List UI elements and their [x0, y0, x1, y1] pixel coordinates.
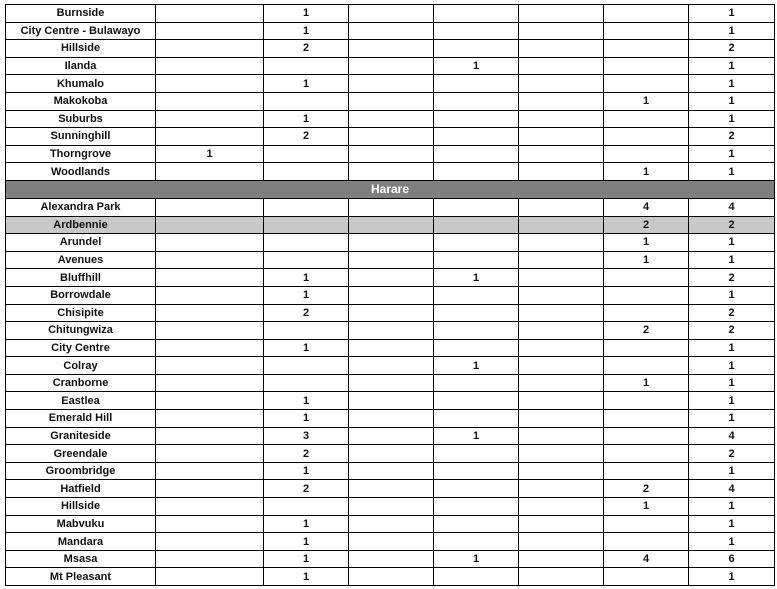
count-cell-c3: [349, 427, 434, 445]
count-cell-c5: [519, 5, 604, 23]
count-cell-c1: [156, 445, 264, 463]
suburb-name-cell: Alexandra Park: [6, 198, 156, 216]
suburb-name-cell: Mandara: [6, 533, 156, 551]
suburb-name-cell: Arundel: [6, 234, 156, 252]
total-cell: 4: [689, 480, 775, 498]
table-row: [6, 234, 775, 252]
count-cell-c2: 1: [264, 533, 349, 551]
count-cell-c2: 2: [264, 40, 349, 58]
count-cell-c1: [156, 410, 264, 428]
table-row: [6, 40, 775, 58]
count-cell-c1: [156, 322, 264, 340]
count-cell-c3: [349, 410, 434, 428]
count-cell-c5: [519, 568, 604, 586]
count-cell-c3: [349, 462, 434, 480]
count-cell-c3: [349, 269, 434, 287]
count-cell-c5: [519, 128, 604, 146]
count-cell-c6: [604, 410, 689, 428]
count-cell-c5: [519, 251, 604, 269]
count-cell-c4: [434, 410, 519, 428]
count-cell-c1: [156, 92, 264, 110]
count-cell-c2: [264, 216, 349, 234]
suburb-name-cell: City Centre - Bulawayo: [6, 22, 156, 40]
count-cell-c2: 2: [264, 304, 349, 322]
suburb-name-cell: Groombridge: [6, 462, 156, 480]
suburb-name-cell: Emerald Hill: [6, 410, 156, 428]
suburb-name-cell: Greendale: [6, 445, 156, 463]
count-cell-c5: [519, 110, 604, 128]
count-cell-c6: 4: [604, 198, 689, 216]
total-cell: 1: [689, 392, 775, 410]
count-cell-c5: [519, 269, 604, 287]
count-cell-c1: [156, 75, 264, 93]
count-cell-c5: [519, 22, 604, 40]
count-cell-c5: [519, 392, 604, 410]
count-cell-c5: [519, 92, 604, 110]
count-cell-c5: [519, 57, 604, 75]
count-cell-c4: [434, 462, 519, 480]
table-row: [6, 75, 775, 93]
count-cell-c4: [434, 515, 519, 533]
count-cell-c2: 2: [264, 128, 349, 146]
count-cell-c2: 1: [264, 286, 349, 304]
total-cell: 1: [689, 163, 775, 181]
table-row: [6, 410, 775, 428]
count-cell-c1: [156, 128, 264, 146]
count-cell-c4: [434, 145, 519, 163]
count-cell-c2: [264, 357, 349, 375]
count-cell-c4: [434, 163, 519, 181]
count-cell-c3: [349, 322, 434, 340]
suburb-table: [5, 4, 775, 586]
total-cell: 1: [689, 234, 775, 252]
count-cell-c1: [156, 339, 264, 357]
table-row: [6, 568, 775, 586]
count-cell-c3: [349, 304, 434, 322]
suburb-name-cell: Avenues: [6, 251, 156, 269]
count-cell-c5: [519, 163, 604, 181]
count-cell-c5: [519, 445, 604, 463]
count-cell-c3: [349, 392, 434, 410]
count-cell-c6: [604, 286, 689, 304]
count-cell-c5: [519, 216, 604, 234]
section-header-row: [6, 180, 775, 198]
count-cell-c3: [349, 374, 434, 392]
table-row: [6, 251, 775, 269]
total-cell: 1: [689, 357, 775, 375]
total-cell: 1: [689, 515, 775, 533]
table-row: [6, 216, 775, 234]
count-cell-c4: [434, 5, 519, 23]
count-cell-c3: [349, 234, 434, 252]
count-cell-c1: [156, 427, 264, 445]
total-cell: 2: [689, 445, 775, 463]
count-cell-c4: [434, 568, 519, 586]
suburb-name-cell: Chitungwiza: [6, 322, 156, 340]
table-row: [6, 304, 775, 322]
count-cell-c3: [349, 498, 434, 516]
count-cell-c1: [156, 533, 264, 551]
count-cell-c5: [519, 339, 604, 357]
count-cell-c4: [434, 75, 519, 93]
table-row: [6, 498, 775, 516]
count-cell-c1: 1: [156, 145, 264, 163]
table-row: [6, 392, 775, 410]
suburb-name-cell: Woodlands: [6, 163, 156, 181]
total-cell: 1: [689, 286, 775, 304]
count-cell-c1: [156, 40, 264, 58]
count-cell-c2: 1: [264, 568, 349, 586]
count-cell-c2: [264, 92, 349, 110]
count-cell-c1: [156, 234, 264, 252]
count-cell-c6: [604, 533, 689, 551]
count-cell-c5: [519, 145, 604, 163]
total-cell: 1: [689, 57, 775, 75]
count-cell-c4: 1: [434, 427, 519, 445]
count-cell-c4: [434, 445, 519, 463]
suburb-name-cell: Makokoba: [6, 92, 156, 110]
count-cell-c6: 1: [604, 251, 689, 269]
table-row: [6, 110, 775, 128]
count-cell-c3: [349, 251, 434, 269]
total-cell: 1: [689, 498, 775, 516]
count-cell-c1: [156, 550, 264, 568]
count-cell-c3: [349, 480, 434, 498]
total-cell: 1: [689, 339, 775, 357]
count-cell-c2: [264, 251, 349, 269]
count-cell-c5: [519, 480, 604, 498]
count-cell-c4: [434, 533, 519, 551]
table-row: [6, 462, 775, 480]
count-cell-c5: [519, 498, 604, 516]
count-cell-c2: 1: [264, 110, 349, 128]
count-cell-c3: [349, 92, 434, 110]
count-cell-c6: [604, 445, 689, 463]
suburb-name-cell: Ardbennie: [6, 216, 156, 234]
total-cell: 4: [689, 198, 775, 216]
count-cell-c1: [156, 462, 264, 480]
count-cell-c2: [264, 234, 349, 252]
count-cell-c5: [519, 322, 604, 340]
count-cell-c3: [349, 216, 434, 234]
count-cell-c3: [349, 40, 434, 58]
count-cell-c6: [604, 462, 689, 480]
suburb-name-cell: Mt Pleasant: [6, 568, 156, 586]
count-cell-c6: 2: [604, 480, 689, 498]
total-cell: 2: [689, 128, 775, 146]
suburb-name-cell: Eastlea: [6, 392, 156, 410]
total-cell: 1: [689, 110, 775, 128]
table-row: [6, 322, 775, 340]
count-cell-c4: [434, 234, 519, 252]
count-cell-c2: 1: [264, 410, 349, 428]
total-cell: 1: [689, 410, 775, 428]
total-cell: 4: [689, 427, 775, 445]
count-cell-c3: [349, 445, 434, 463]
table-row: [6, 515, 775, 533]
section-title: Harare: [6, 180, 775, 198]
count-cell-c3: [349, 75, 434, 93]
count-cell-c4: [434, 92, 519, 110]
table-row: [6, 198, 775, 216]
total-cell: 1: [689, 374, 775, 392]
count-cell-c3: [349, 5, 434, 23]
count-cell-c4: [434, 198, 519, 216]
count-cell-c5: [519, 462, 604, 480]
total-cell: 1: [689, 568, 775, 586]
table-row: [6, 269, 775, 287]
count-cell-c3: [349, 515, 434, 533]
suburb-name-cell: Mabvuku: [6, 515, 156, 533]
suburb-name-cell: Cranborne: [6, 374, 156, 392]
table-row: [6, 339, 775, 357]
count-cell-c6: [604, 128, 689, 146]
count-cell-c3: [349, 568, 434, 586]
total-cell: 1: [689, 22, 775, 40]
suburb-name-cell: Suburbs: [6, 110, 156, 128]
total-cell: 2: [689, 216, 775, 234]
total-cell: 1: [689, 533, 775, 551]
suburb-name-cell: Burnside: [6, 5, 156, 23]
count-cell-c3: [349, 128, 434, 146]
count-cell-c4: 1: [434, 57, 519, 75]
count-cell-c6: [604, 145, 689, 163]
count-cell-c1: [156, 198, 264, 216]
table-row: [6, 22, 775, 40]
count-cell-c5: [519, 533, 604, 551]
total-cell: 1: [689, 75, 775, 93]
suburb-name-cell: Khumalo: [6, 75, 156, 93]
count-cell-c1: [156, 269, 264, 287]
total-cell: 6: [689, 550, 775, 568]
count-cell-c5: [519, 198, 604, 216]
table-row: [6, 145, 775, 163]
count-cell-c4: [434, 339, 519, 357]
count-cell-c5: [519, 40, 604, 58]
count-cell-c6: 1: [604, 234, 689, 252]
count-cell-c5: [519, 410, 604, 428]
count-cell-c6: 1: [604, 374, 689, 392]
count-cell-c1: [156, 163, 264, 181]
suburb-name-cell: Graniteside: [6, 427, 156, 445]
suburb-name-cell: Bluffhill: [6, 269, 156, 287]
count-cell-c2: [264, 322, 349, 340]
count-cell-c6: 2: [604, 322, 689, 340]
count-cell-c6: [604, 75, 689, 93]
count-cell-c6: [604, 269, 689, 287]
count-cell-c3: [349, 22, 434, 40]
count-cell-c2: 2: [264, 445, 349, 463]
count-cell-c5: [519, 374, 604, 392]
table-row: [6, 357, 775, 375]
count-cell-c5: [519, 304, 604, 322]
count-cell-c6: [604, 515, 689, 533]
count-cell-c1: [156, 515, 264, 533]
count-cell-c2: 1: [264, 515, 349, 533]
count-cell-c4: [434, 110, 519, 128]
count-cell-c3: [349, 198, 434, 216]
count-cell-c6: 1: [604, 92, 689, 110]
count-cell-c5: [519, 75, 604, 93]
count-cell-c5: [519, 427, 604, 445]
table-row: [6, 374, 775, 392]
total-cell: 1: [689, 145, 775, 163]
count-cell-c4: [434, 392, 519, 410]
table-row: [6, 163, 775, 181]
count-cell-c6: 4: [604, 550, 689, 568]
count-cell-c3: [349, 57, 434, 75]
suburb-name-cell: Thorngrove: [6, 145, 156, 163]
count-cell-c2: 3: [264, 427, 349, 445]
suburb-name-cell: Colray: [6, 357, 156, 375]
count-cell-c4: [434, 216, 519, 234]
count-cell-c3: [349, 533, 434, 551]
count-cell-c6: [604, 110, 689, 128]
count-cell-c4: [434, 251, 519, 269]
total-cell: 2: [689, 322, 775, 340]
count-cell-c2: [264, 163, 349, 181]
count-cell-c2: 1: [264, 75, 349, 93]
suburb-name-cell: Chisipite: [6, 304, 156, 322]
suburb-name-cell: City Centre: [6, 339, 156, 357]
count-cell-c2: [264, 374, 349, 392]
count-cell-c3: [349, 339, 434, 357]
count-cell-c6: 1: [604, 163, 689, 181]
total-cell: 2: [689, 304, 775, 322]
count-cell-c2: 1: [264, 5, 349, 23]
count-cell-c2: 1: [264, 462, 349, 480]
count-cell-c2: [264, 57, 349, 75]
count-cell-c4: 1: [434, 269, 519, 287]
table-row: [6, 286, 775, 304]
count-cell-c5: [519, 550, 604, 568]
table-body: [6, 5, 775, 586]
count-cell-c5: [519, 234, 604, 252]
count-cell-c5: [519, 286, 604, 304]
suburb-name-cell: Sunninghill: [6, 128, 156, 146]
table-row: [6, 550, 775, 568]
count-cell-c2: 1: [264, 550, 349, 568]
total-cell: 1: [689, 92, 775, 110]
count-cell-c2: 2: [264, 480, 349, 498]
count-cell-c4: 1: [434, 550, 519, 568]
count-cell-c1: [156, 22, 264, 40]
total-cell: 1: [689, 251, 775, 269]
count-cell-c2: 1: [264, 339, 349, 357]
count-cell-c1: [156, 57, 264, 75]
count-cell-c2: [264, 198, 349, 216]
count-cell-c3: [349, 145, 434, 163]
count-cell-c1: [156, 251, 264, 269]
count-cell-c6: [604, 22, 689, 40]
suburb-name-cell: Msasa: [6, 550, 156, 568]
count-cell-c6: 1: [604, 498, 689, 516]
count-cell-c6: [604, 392, 689, 410]
count-cell-c1: [156, 374, 264, 392]
count-cell-c1: [156, 216, 264, 234]
count-cell-c4: [434, 286, 519, 304]
table-row: [6, 57, 775, 75]
count-cell-c3: [349, 163, 434, 181]
count-cell-c1: [156, 286, 264, 304]
count-cell-c6: [604, 304, 689, 322]
count-cell-c3: [349, 357, 434, 375]
count-cell-c5: [519, 515, 604, 533]
count-cell-c2: [264, 145, 349, 163]
total-cell: 2: [689, 40, 775, 58]
count-cell-c4: [434, 128, 519, 146]
suburb-name-cell: Ilanda: [6, 57, 156, 75]
count-cell-c1: [156, 498, 264, 516]
count-cell-c4: [434, 304, 519, 322]
count-cell-c6: 2: [604, 216, 689, 234]
count-cell-c6: [604, 40, 689, 58]
table-row: [6, 128, 775, 146]
count-cell-c6: [604, 427, 689, 445]
count-cell-c4: [434, 322, 519, 340]
count-cell-c6: [604, 57, 689, 75]
suburb-name-cell: Hillside: [6, 498, 156, 516]
table-row: [6, 533, 775, 551]
count-cell-c6: [604, 357, 689, 375]
total-cell: 1: [689, 5, 775, 23]
count-cell-c6: [604, 568, 689, 586]
count-cell-c1: [156, 304, 264, 322]
count-cell-c4: 1: [434, 357, 519, 375]
count-cell-c3: [349, 286, 434, 304]
count-cell-c1: [156, 357, 264, 375]
suburb-name-cell: Hillside: [6, 40, 156, 58]
suburb-name-cell: Hatfield: [6, 480, 156, 498]
count-cell-c4: [434, 498, 519, 516]
count-cell-c4: [434, 480, 519, 498]
count-cell-c1: [156, 568, 264, 586]
suburb-name-cell: Borrowdale: [6, 286, 156, 304]
table-row: [6, 5, 775, 23]
count-cell-c5: [519, 357, 604, 375]
count-cell-c2: 1: [264, 392, 349, 410]
total-cell: 2: [689, 269, 775, 287]
count-cell-c6: [604, 5, 689, 23]
total-cell: 1: [689, 462, 775, 480]
count-cell-c2: [264, 498, 349, 516]
count-cell-c2: 1: [264, 269, 349, 287]
count-cell-c2: 1: [264, 22, 349, 40]
count-cell-c3: [349, 110, 434, 128]
count-cell-c6: [604, 339, 689, 357]
count-cell-c3: [349, 550, 434, 568]
count-cell-c4: [434, 22, 519, 40]
count-cell-c4: [434, 374, 519, 392]
count-cell-c1: [156, 480, 264, 498]
table-row: [6, 480, 775, 498]
count-cell-c4: [434, 40, 519, 58]
count-cell-c1: [156, 110, 264, 128]
table-row: [6, 427, 775, 445]
table-row: [6, 445, 775, 463]
table-row: [6, 92, 775, 110]
count-cell-c1: [156, 5, 264, 23]
count-cell-c1: [156, 392, 264, 410]
